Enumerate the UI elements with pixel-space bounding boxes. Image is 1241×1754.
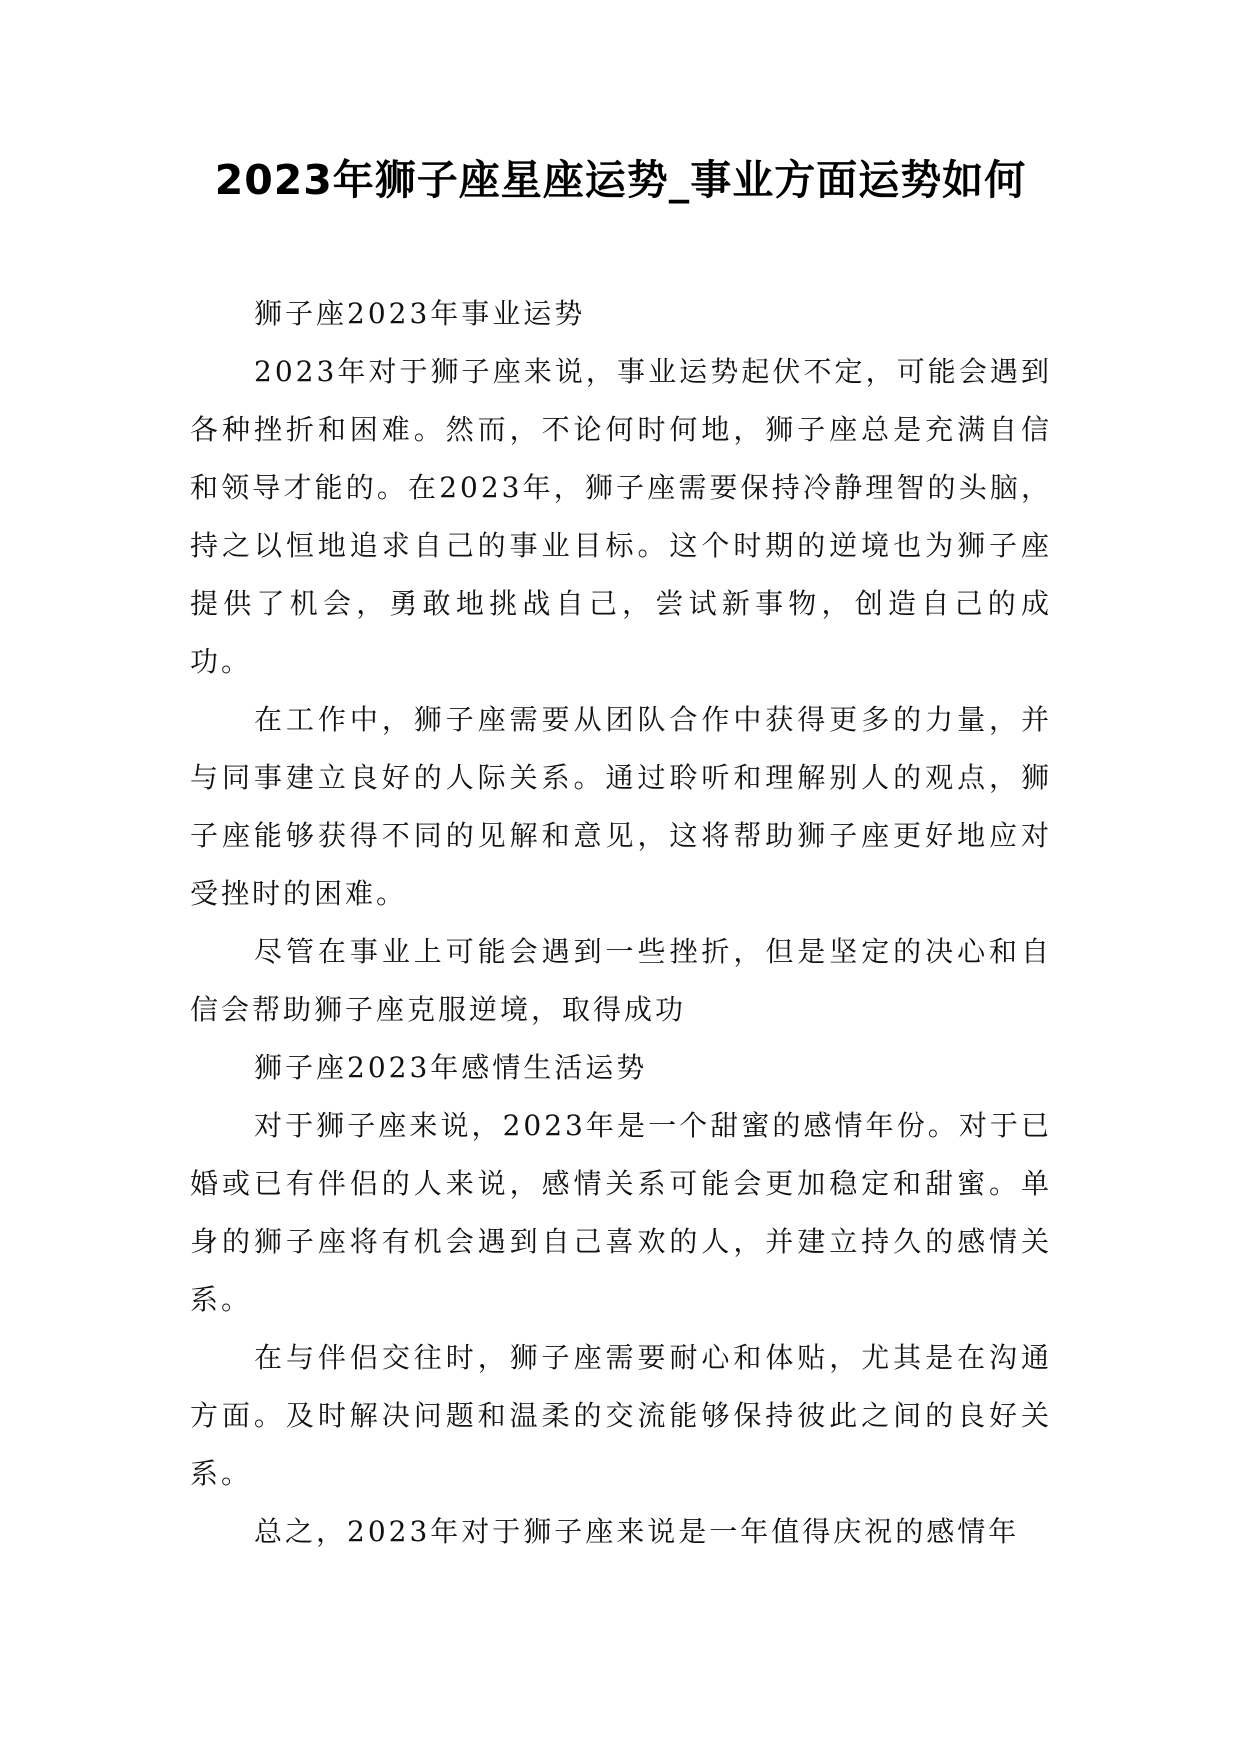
document-body [190, 285, 1052, 1561]
paragraph-career-teamwork: 在工作中，狮子座需要从团队合作中获得更多的力量，并与同事建立良好的人际关系。通过聆听和理解别人的观点，狮子座能够获得不同的见解和意见，这将帮助狮子座更好地应对受挫时的困难。 [190, 703, 1052, 910]
paragraph-love-summary: 总之，2023年对于狮子座来说是一年值得庆祝的感情年 [254, 1515, 1020, 1548]
section-heading-love: 狮子座2023年感情生活运势 [254, 1051, 648, 1084]
paragraph-career-conclusion: 尽管在事业上可能会遇到一些挫折，但是坚定的决心和自信会帮助狮子座克服逆境，取得成功 [190, 935, 1052, 1026]
paragraph-love-partner: 在与伴侣交往时，狮子座需要耐心和体贴，尤其是在沟通方面。及时解决问题和温柔的交流能够保持彼此之间的良好关系。 [190, 1341, 1052, 1490]
paragraph-love-overview: 对于狮子座来说，2023年是一个甜蜜的感情年份。对于已婚或已有伴侣的人来说，感情关系可能会更加稳定和甜蜜。单身的狮子座将有机会遇到自己喜欢的人，并建立持久的感情关系。 [190, 1109, 1052, 1316]
document-title: 2023年狮子座星座运势_事业方面运势如何 [214, 156, 1027, 204]
paragraph-career-overview: 2023年对于狮子座来说，事业运势起伏不定，可能会遇到各种挫折和困难。然而，不论何时何地，狮子座总是充满自信和领导才能的。在2023年，狮子座需要保持冷静理智的头脑，持之以恒地追求自己的事业目标。这个时期的逆境也为狮子座提供了机会，勇敢地挑战自己，尝试新事物，创造自己的成功。 [190, 355, 1052, 678]
section-heading-career: 狮子座2023年事业运势 [254, 297, 586, 330]
